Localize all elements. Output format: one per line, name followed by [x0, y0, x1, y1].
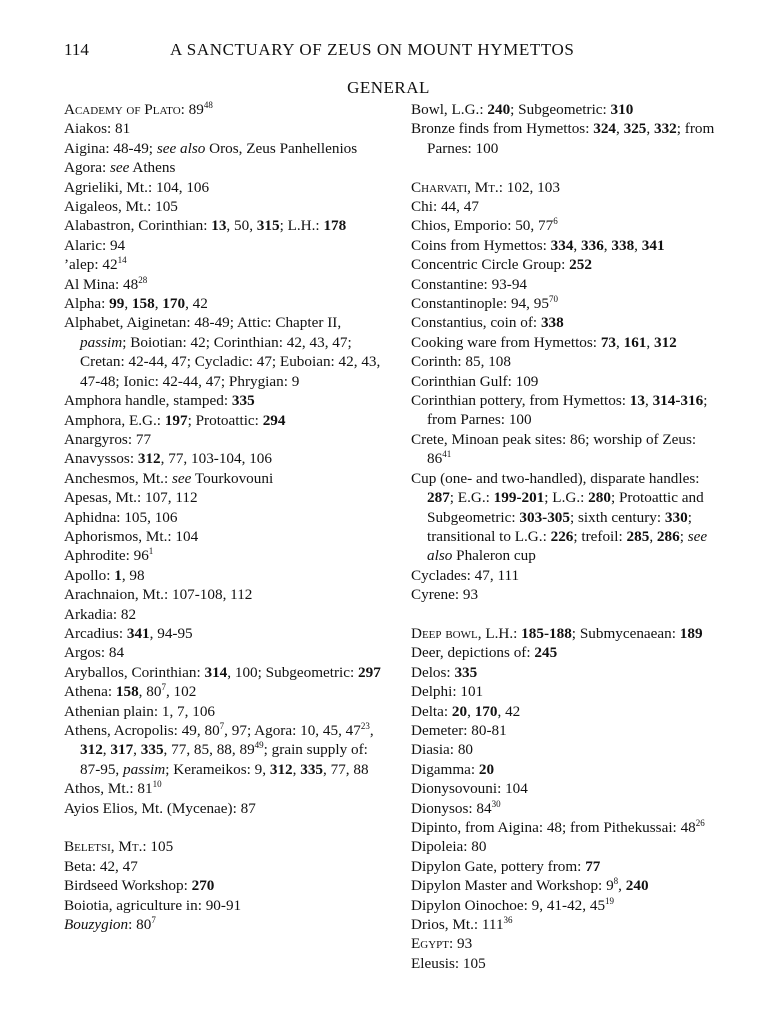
index-entry: Aphidna: 105, 106 [64, 508, 178, 526]
index-entry: Cyrene: 93 [411, 586, 479, 604]
index-entry: Dipylon Gate, pottery from: 77 [411, 857, 601, 875]
index-entry: Dipylon Oinochoe: 9, 41-42, $45^{19}$ [411, 895, 615, 914]
index-entry: Chios, Emporio: 50, $77^6$ [411, 216, 558, 235]
index-entry: Drios, Mt.: $111^{36}$ [411, 914, 513, 934]
index-entry: Dipoleia: 80 [411, 838, 487, 856]
index-entry: Bowl, L.G.: 240; Subgeometric: 310 [411, 101, 634, 118]
index-entry: Concentric Circle Group: 252 [411, 256, 592, 274]
index-entry: Ayios Elios, Mt. (Mycenae): 87 [64, 799, 256, 817]
index-entry: Beta: 42, 47 [64, 857, 138, 875]
index-entry: Amphora, E.G.: 197; Protoattic: 294 [64, 411, 286, 429]
index-entry: Apollo: 1, 98 [64, 566, 145, 584]
index-entry: Delta: 20, 170, 42 [411, 702, 521, 720]
index-entry: Athenian plain: 1, 7, 106 [64, 702, 216, 720]
index-entry: Demeter: 80-81 [411, 721, 507, 739]
index-entry: Agora: see Athens [64, 159, 176, 177]
index-entry: Alphabet, Aiginetan: 48-49; Attic: Chapter II, passim; Boiotian: 42; Corinthian: 42, 43, 47; Cretan: 42-44, 47; Cycladic: 47; Euboian: 42, 43, 47-48; Ionic: 42-44, 47; Phrygian: 9 [64, 314, 381, 390]
index-entry: Alaric: 94 [64, 236, 126, 254]
index-entry: Arachnaion, Mt.: 107-108, 112 [64, 586, 253, 604]
section-heading: GENERAL [347, 78, 430, 97]
index-entry: Athena: 158, $80^7$, 102 [64, 682, 197, 701]
index-entry: Argos: 84 [64, 644, 125, 662]
index-entry: Corinthian Gulf: 109 [411, 372, 539, 390]
page-number: 114 [64, 40, 89, 59]
index-entry: Athos, Mt.: $81^{10}$ [64, 779, 162, 798]
index-entry: Bronze finds from Hymettos: 324, 325, 332; from Parnes: 100 [411, 120, 715, 157]
index-entry: Egypt: 93 [411, 935, 473, 953]
index-entry: Aphorismos, Mt.: 104 [64, 527, 199, 545]
index-entry: Alpha: 99, 158, 170, 42 [64, 295, 208, 313]
index-entry: Diasia: 80 [411, 741, 474, 759]
index-entry: Cooking ware from Hymettos: 73, 161, 312 [411, 333, 677, 351]
index-entry: Cup (one- and two-handled), disparate handles: 287; E.G.: 199-201; L.G.: 280; Protoattic and Subgeometric: 303-305; sixth century: 330; transitional to L.G.: 226; trefoil: 285, 286; see also Phaleron cup [411, 469, 708, 565]
index-entry: Dionysos: $84^{30}$ [411, 798, 501, 817]
index-entry: Constantine: 93-94 [411, 275, 528, 293]
index-entry: Amphora handle, stamped: 335 [64, 392, 255, 410]
index-entry: Corinth: 85, 108 [411, 353, 511, 371]
index-entry: Anargyros: 77 [64, 430, 152, 448]
index-entry: Constantinople: 94, $95^{70}$ [411, 293, 558, 313]
index-column-left [64, 100, 381, 934]
index-entry: Corinthian pottery, from Hymettos: 13, 314-316; from Parnes: 100 [411, 392, 708, 429]
index-entry: Deer, depictions of: 245 [411, 644, 558, 662]
index-entry: Coins from Hymettos: 334, 336, 338, 341 [411, 236, 665, 254]
index-entry: Agrieliki, Mt.: 104, 106 [64, 178, 210, 196]
index-entry: Dipinto, from Aigina: 48; from Pithekussai: $48^{26}$ [411, 817, 705, 836]
index-entry: Crete, Minoan peak sites: 86; worship of Zeus: $86^{41}$ [411, 430, 697, 468]
index-column-right [411, 100, 723, 973]
index-entry: Athens, Acropolis: 49, $80^7$, 97; Agora: 10, 45, $47^{23}$, 312, 317, 335, 77, 85, 88, $89^{49}$; grain supply of: 87-95, passim; Kerameikos: 9, 312, 335, 77, 88 [64, 720, 374, 778]
index-entry: Cyclades: 47, 111 [411, 566, 520, 584]
index-entry: Aigina: 48-49; see also Oros, Zeus Panhellenios [64, 139, 358, 157]
index-entry: Academy of Plato: $89^{48}$ [64, 99, 213, 118]
index-entry: Birdseed Workshop: 270 [64, 877, 215, 895]
index-entry: Aryballos, Corinthian: 314, 100; Subgeometric: 297 [64, 663, 381, 681]
index-entry: Digamma: 20 [411, 760, 495, 778]
index-entry: Beletsi, Mt.: 105 [64, 838, 174, 856]
index-entry: Aiakos: 81 [64, 120, 131, 138]
index-entry: Constantius, coin of: 338 [411, 314, 564, 332]
index-entry: Deep bowl, L.H.: 185-188; Submycenaean: 189 [411, 624, 703, 642]
index-entry: Apesas, Mt.: 107, 112 [64, 489, 198, 507]
index-entry: Anchesmos, Mt.: see Tourkovouni [64, 469, 274, 487]
index-entry: Anavyssos: 312, 77, 103-104, 106 [64, 450, 272, 468]
index-entry: Dipylon Master and Workshop: $9^8$, 240 [411, 876, 649, 895]
index-entry: Arkadia: 82 [64, 605, 137, 623]
index-entry: Eleusis: 105 [411, 954, 486, 972]
index-entry: Charvati, Mt.: 102, 103 [411, 178, 560, 196]
index-entry: Delphi: 101 [411, 683, 484, 701]
index-entry: Chi: 44, 47 [411, 198, 479, 216]
running-title: A SANCTUARY OF ZEUS ON MOUNT HYMETTOS [170, 40, 575, 59]
index-entry: Al Mina: $48^{28}$ [64, 274, 148, 293]
index-entry: ’alep: $42^{14}$ [64, 255, 127, 274]
index-entry: Aphrodite: $96^1$ [64, 546, 154, 565]
index-entry: Alabastron, Corinthian: 13, 50, 315; L.H.: 178 [64, 217, 347, 235]
index-entry: Aigaleos, Mt.: 105 [64, 198, 178, 216]
index-entry: Dionysovouni: 104 [411, 780, 528, 798]
index-entry: Delos: 335 [411, 663, 478, 681]
index-entry: Arcadius: 341, 94-95 [64, 624, 193, 642]
index-entry: Boiotia, agriculture in: 90-91 [64, 896, 242, 914]
index-entry: Bouzygion: $80^7$ [64, 914, 156, 934]
